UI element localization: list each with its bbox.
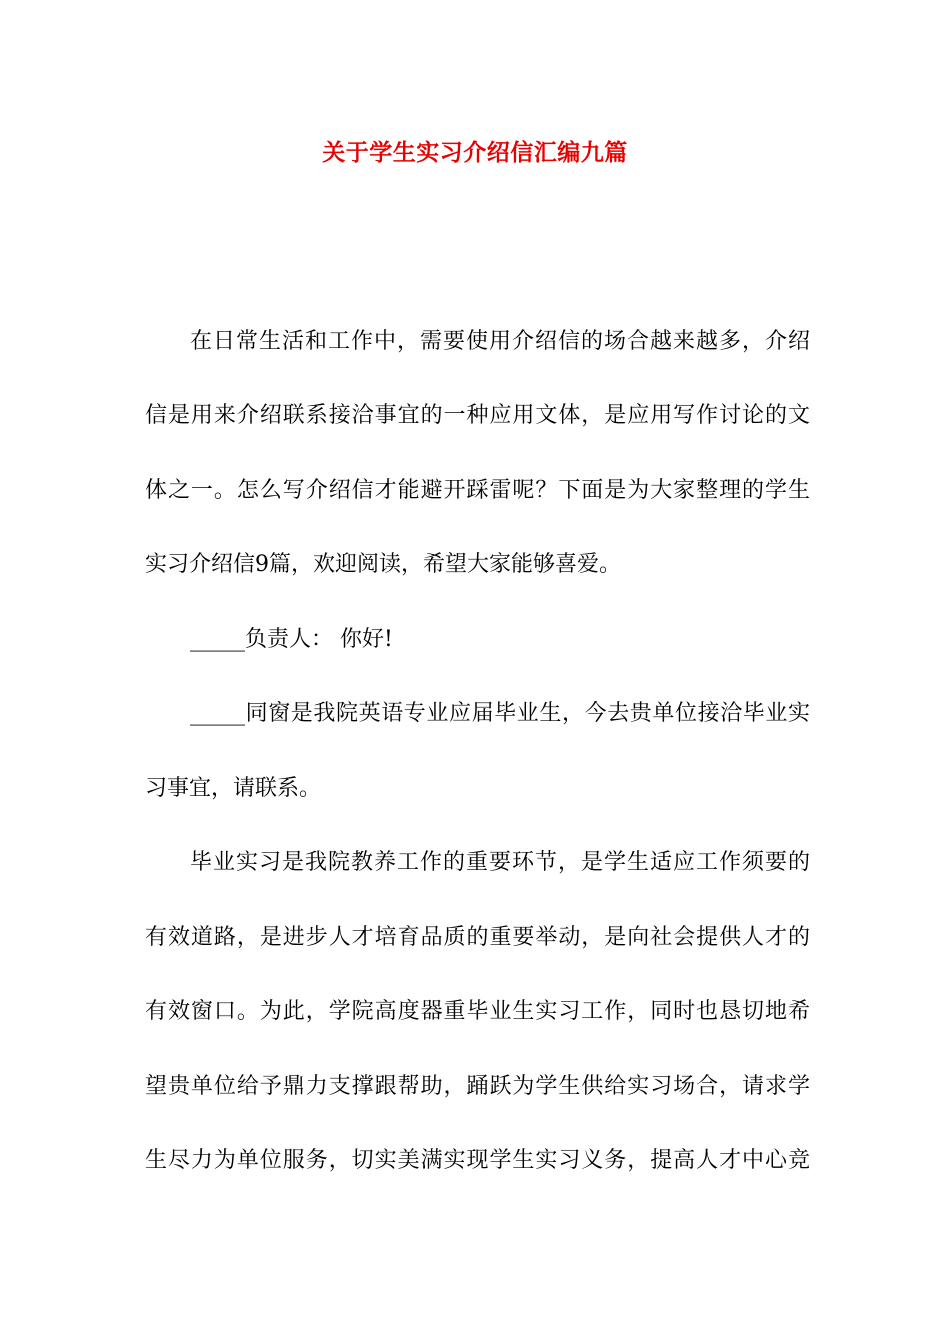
paragraph-line: 望贵单位给予鼎力支撑跟帮助，踊跃为学生供给实习场合，请求学 [145,1074,810,1099]
paragraph-line: 体之一。怎么写介绍信才能避开踩雷呢？下面是为大家整理的学生 [145,478,810,503]
paragraph-line: _____同窗是我院英语专业应届毕业生，今去贵单位接洽毕业实 [190,701,810,726]
paragraph-line: 有效窗口。为此，学院高度器重毕业生实习工作，同时也恳切地希 [145,999,810,1024]
paragraph-line: 生尽力为单位服务，切实美满实现学生实习义务，提高人才中心竞 [145,1148,810,1173]
paragraph-line: 习事宜，请联系。 [145,776,322,801]
document-title: 关于学生实习介绍信汇编九篇 [322,139,628,166]
salutation-line: _____负责人： 你好! [190,627,393,652]
paragraph-line: 在日常生活和工作中，需要使用介绍信的场合越来越多，介绍 [190,329,810,354]
paragraph-line: 有效道路，是进步人才培育品质的重要举动，是向社会提供人才的 [145,925,810,950]
paragraph-line: 信是用来介绍联系接洽事宜的一种应用文体，是应用写作讨论的文 [145,403,810,428]
paragraph-line: 实习介绍信9篇，欢迎阅读，希望大家能够喜爱。 [145,552,621,577]
paragraph-line: 毕业实习是我院教养工作的重要环节，是学生适应工作须要的 [190,850,810,875]
